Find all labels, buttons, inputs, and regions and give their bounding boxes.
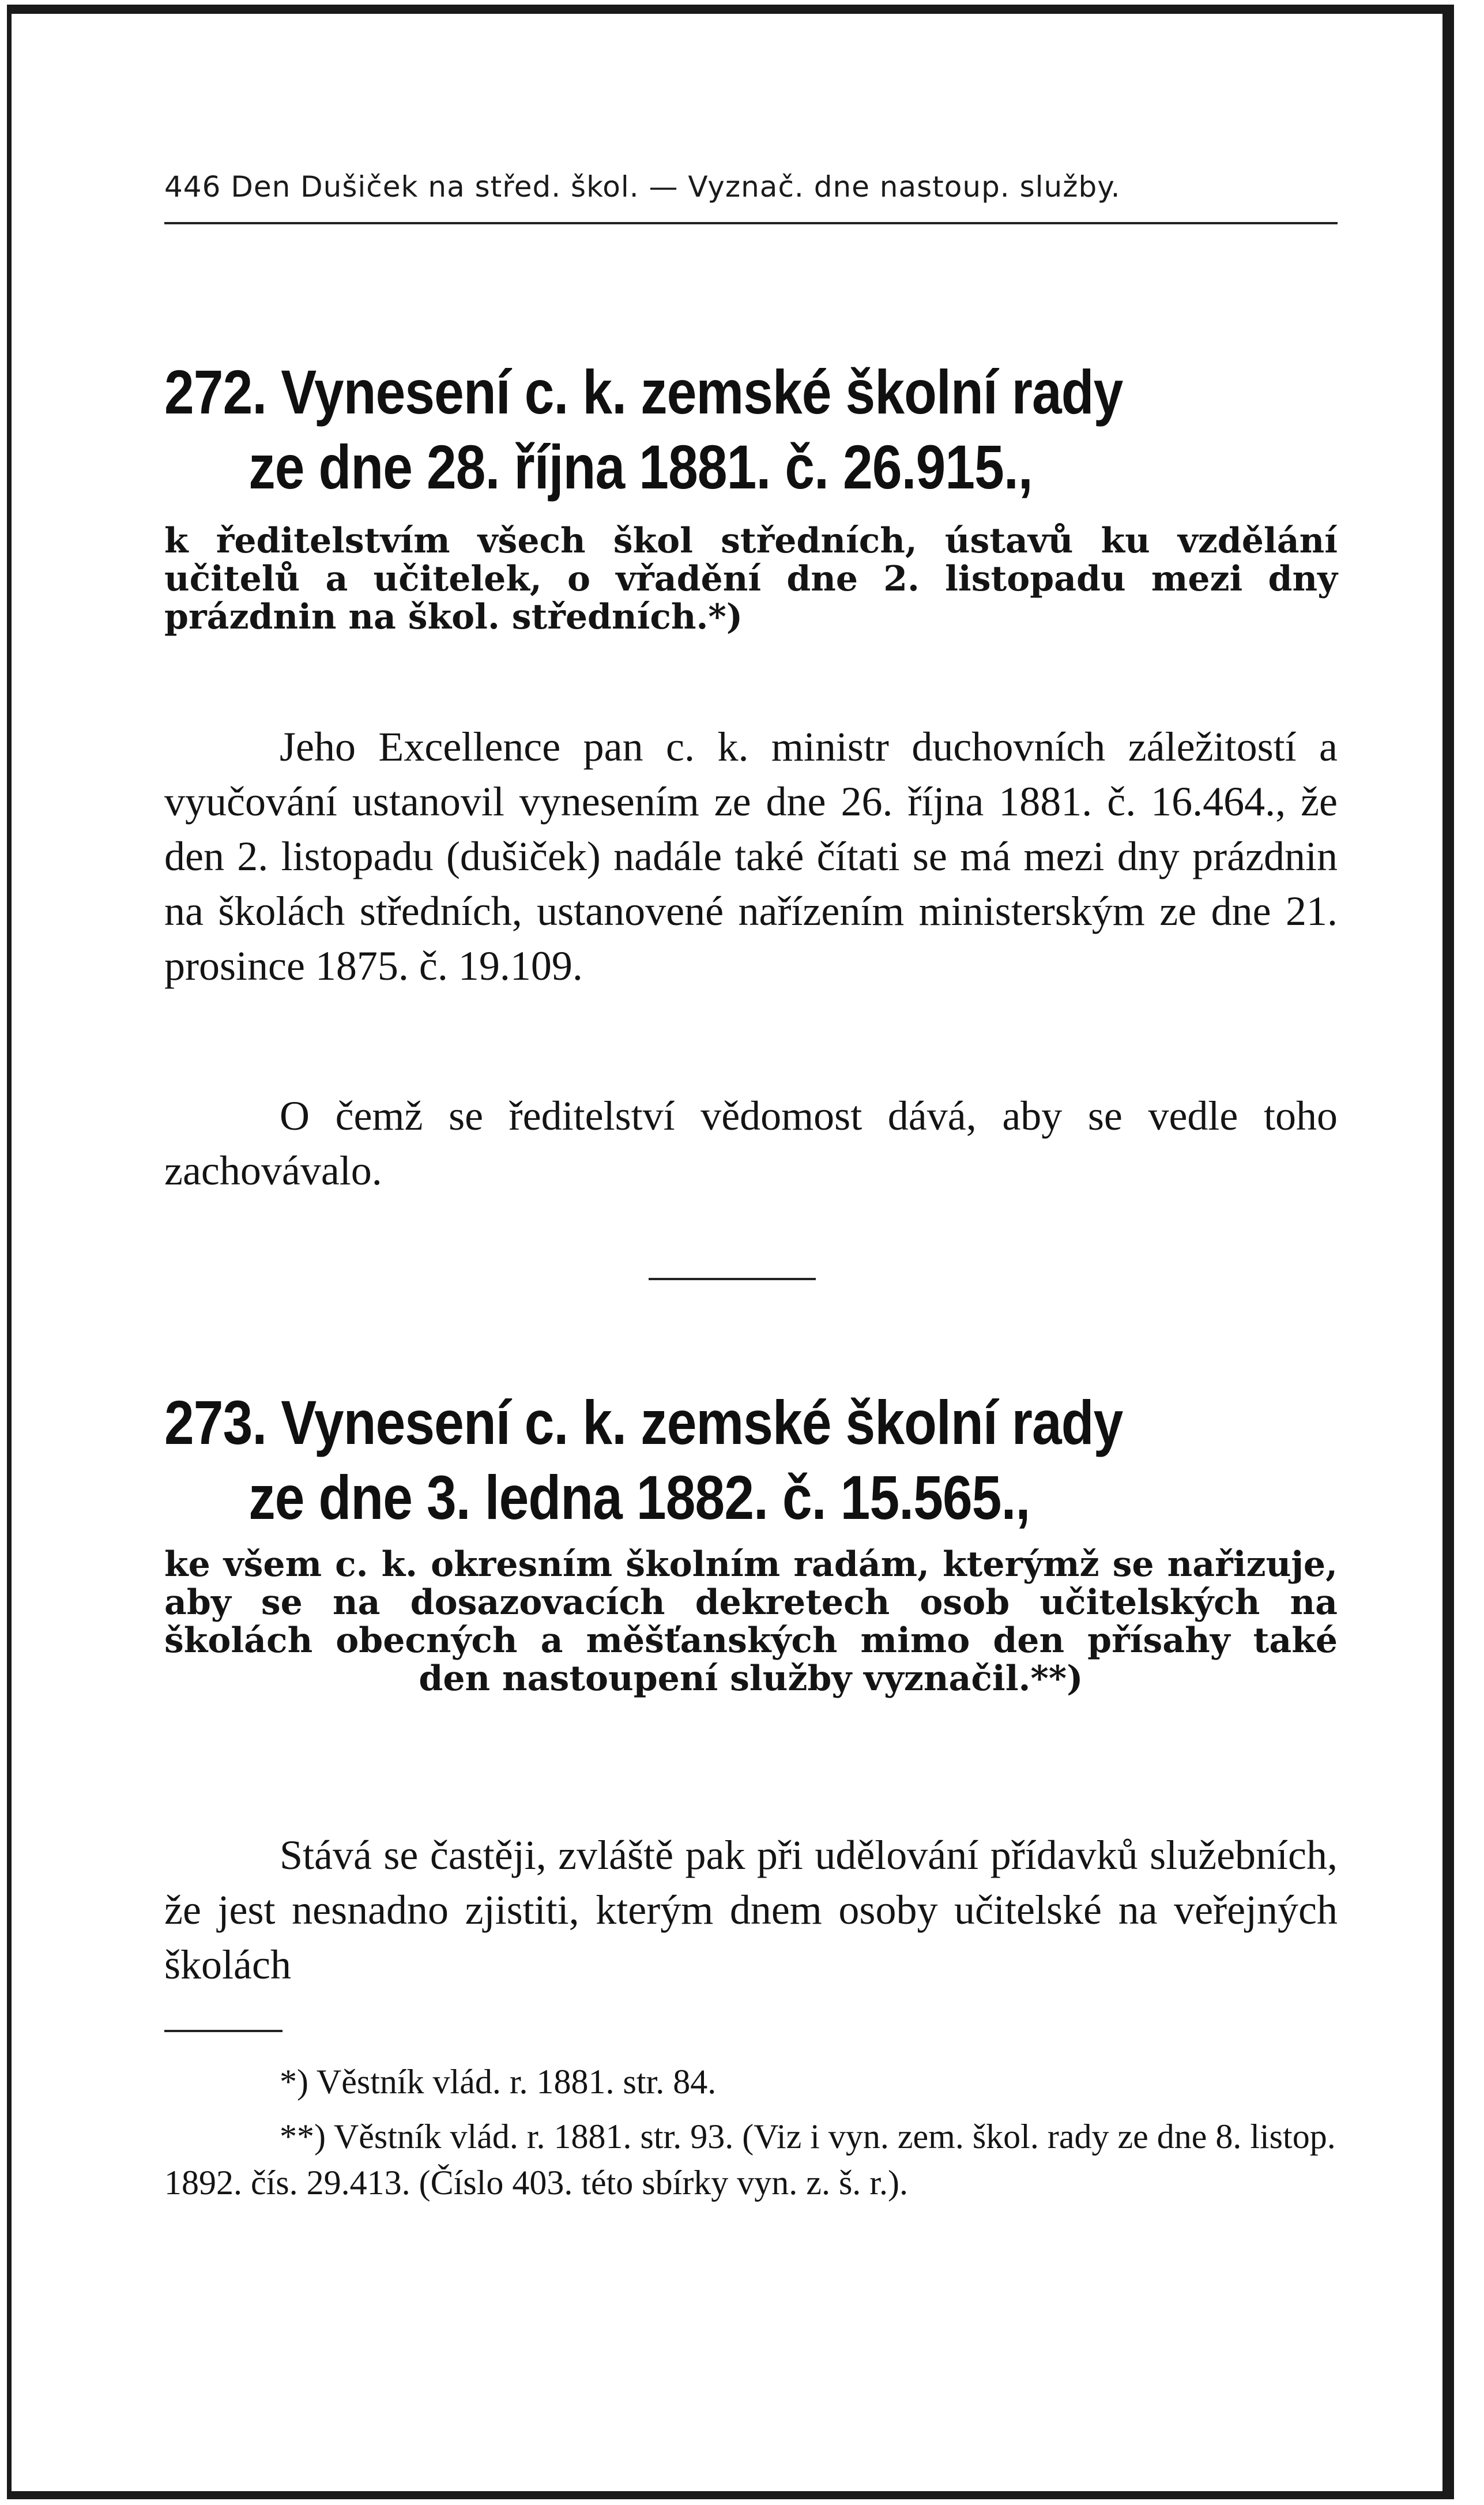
section-272-title-line1: 272. Vynesení c. k. zemské školní rady: [164, 357, 1123, 427]
section-273-title: [164, 1385, 1173, 1535]
section-273-subtitle: ke všem c. k. okresním školním radám, kterýmž se nařizuje, aby se na dosazovacích dekretech osob učitelských na školách obecných a měšťanských mimo den přísahy také den nastoupení služby vyznačil.**): [164, 1544, 1338, 1699]
footnote-rule: [164, 2030, 283, 2032]
section-272-paragraph-1: Jeho Excellence pan c. k. ministr duchovních záležitostí a vyučování ustanovil vynesením ze dne 26. října 1881. č. 16.464., že den 2. listopadu (dušiček) nadále také čítati se má mezi dny prázdnin na školách středních, ustanovené nařízením ministerským ze dne 21. prosince 1875. č. 19.109.: [164, 724, 1338, 989]
section-272-subtitle: k ředitelstvím všech škol středních, ústavů ku vzdělání učitelů a učitelek, o vřadění dne 2. listopadu mezi dny prázdnin na škol. středních.*): [164, 521, 1338, 637]
section-273-title-line2: ze dne 3. ledna 1882. č. 15.565.,: [248, 1462, 1030, 1532]
section-272-title: [164, 355, 1173, 505]
footnote-2: **) Věstník vlád. r. 1881. str. 93. (Viz i vyn. zem. škol. rady ze dne 8. listop. 1892. čís. 29.413. (Číslo 403. této sbírky vyn. z. š. r.).: [164, 2117, 1336, 2202]
section-divider: [649, 1278, 816, 1280]
section-273-title-line1: 273. Vynesení c. k. zemské školní rady: [164, 1387, 1123, 1457]
section-272-title-line2: ze dne 28. října 1881. č. 26.915.,: [248, 432, 1033, 502]
footnote-1: *) Věstník vlád. r. 1881. str. 84.: [280, 2063, 717, 2101]
section-273-paragraph-1: Stává se častěji, zvláště pak při udělování přídavků služebních, že jest nesnadno zjistiti, kterým dnem osoby učitelské na veřejných školách: [164, 1832, 1338, 1988]
header-rule: [164, 222, 1338, 224]
running-head: 446 Den Dušiček na střed. škol. — Vyznač. dne nastoup. služby.: [164, 170, 1121, 204]
section-272-paragraph-2: O čemž se ředitelství vědomost dává, aby se vedle toho zachovávalo.: [164, 1093, 1338, 1194]
